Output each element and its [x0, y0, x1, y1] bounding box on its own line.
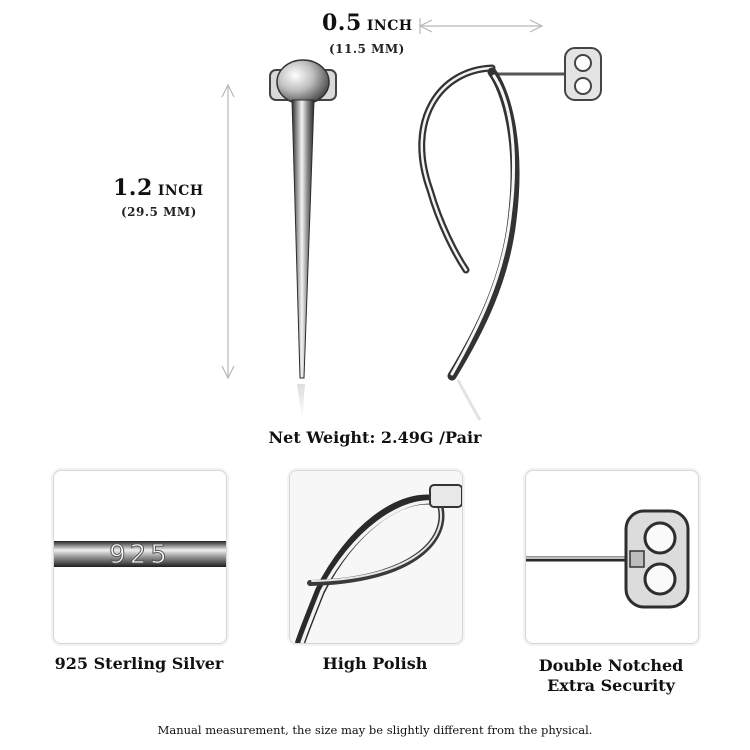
earring-front-view: [270, 60, 336, 420]
caption-double-notched-line1: Double Notched: [538, 656, 684, 675]
height-metric: (29.5 MM): [121, 205, 197, 219]
earring-side-view: [422, 48, 601, 420]
width-value: 0.5: [322, 10, 362, 36]
feature-panel-high-polish: [289, 470, 463, 644]
measurement-disclaimer: Manual measurement, the size may be slightly different from the physical.: [157, 723, 593, 737]
caption-sterling-silver: 925 Sterling Silver: [54, 654, 224, 673]
butterfly-back-image: [526, 471, 698, 643]
feature-panel-sterling-silver: [53, 470, 227, 644]
width-unit: INCH: [366, 18, 413, 34]
height-unit: INCH: [157, 183, 204, 199]
caption-double-notched: [505, 656, 717, 696]
height-guide-arrow: [222, 85, 234, 378]
feature-panel-double-notched: [525, 470, 699, 644]
stamped-bar-image: [54, 471, 226, 643]
net-weight-label: Net Weight: 2.49G /Pair: [268, 428, 482, 447]
width-guide-arrow: [420, 18, 542, 34]
polished-hook-image: [290, 471, 462, 643]
height-value: 1.2: [113, 175, 153, 201]
width-metric: (11.5 MM): [329, 42, 405, 56]
caption-high-polish: High Polish: [322, 654, 428, 673]
stamp-925-text: 925: [109, 540, 171, 570]
caption-double-notched-line2: Extra Security: [547, 676, 675, 695]
